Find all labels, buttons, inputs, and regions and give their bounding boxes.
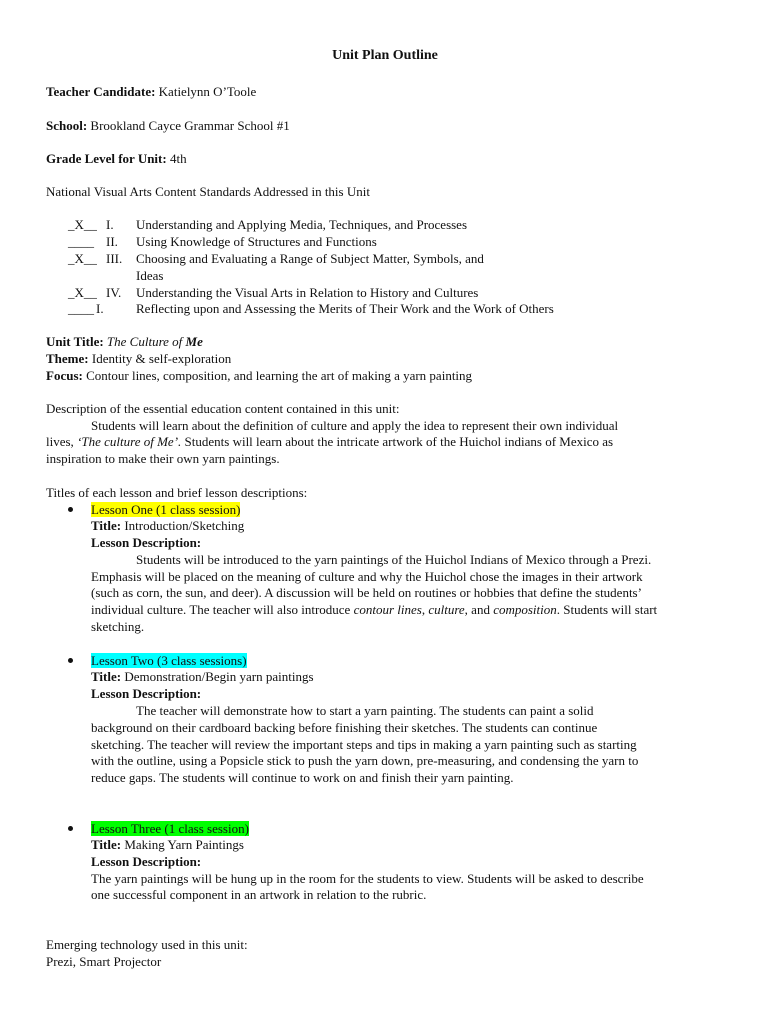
school-value: Brookland Cayce Grammar School #1 (90, 118, 290, 133)
lesson-two-name (91, 652, 247, 669)
lesson-title-value: Demonstration/Begin yarn paintings (124, 669, 314, 684)
lesson-title-label: Title: (91, 669, 122, 684)
description-text: Students will learn about the intricate artwork of the Huichol indians of Mexico as (181, 434, 614, 449)
theme-value: Identity & self-exploration (91, 351, 232, 366)
unit-title-value-bold: Me (185, 334, 203, 349)
lessons-heading: Titles of each lesson and brief lesson descriptions: (46, 485, 308, 500)
lesson-line: reduce gaps. The students will continue to work on and finish their yarn painting. (91, 770, 514, 785)
lesson-description-label: Lesson Description: (91, 686, 202, 701)
standard-text: Understanding and Applying Media, Techniques, and Processes (136, 217, 468, 232)
grade-line (46, 150, 187, 167)
description-text: lives, (46, 434, 78, 449)
lesson-one-title (91, 517, 244, 534)
standard-mark: _X__ (68, 251, 97, 266)
lesson-title-value: Making Yarn Paintings (124, 837, 244, 852)
unit-title-label: Unit Title: (46, 334, 104, 349)
lesson-line: (such as corn, the sun, and deer). A discussion will be held on routines or hobbies that define the students’ (91, 585, 642, 600)
lesson-text: . Students will start (556, 602, 658, 617)
teacher-value: Katielynn O’Toole (158, 84, 257, 99)
unit-title-value: The Culture of (106, 334, 186, 349)
lesson-line (91, 601, 657, 618)
unit-title-line (46, 333, 203, 350)
description-heading: Description of the essential education content contained in this unit: (46, 401, 400, 416)
bullet-icon (68, 507, 73, 512)
description-line (46, 433, 613, 450)
standard-num: III. (106, 251, 123, 266)
lesson-term: contour lines (353, 602, 422, 617)
theme-line (46, 350, 231, 367)
school-line (46, 117, 290, 134)
standard-num: I. (96, 301, 104, 316)
lesson-three-highlight: Lesson Three (1 class session) (91, 821, 249, 836)
focus-label: Focus: (46, 368, 83, 383)
focus-value: Contour lines, composition, and learning the art of making a yarn painting (86, 368, 473, 383)
lesson-text: , and (464, 602, 494, 617)
standard-text-continued: Ideas (136, 268, 164, 283)
lesson-title-value: Introduction/Sketching (124, 518, 245, 533)
lesson-text: , (421, 602, 429, 617)
standard-mark: ____ (68, 234, 94, 249)
theme-label: Theme: (46, 351, 89, 366)
page-title: Unit Plan Outline (332, 48, 438, 63)
standards-heading: National Visual Arts Content Standards Addressed in this Unit (46, 184, 370, 199)
lesson-three-title (91, 836, 244, 853)
lesson-text: individual culture. The teacher will also introduce (91, 602, 354, 617)
lesson-line: with the outline, using a Popsicle stick to push the yarn down, pre-measuring, and condensing the yarn to (91, 753, 639, 768)
lesson-two-title (91, 668, 314, 685)
technology-value: Prezi, Smart Projector (46, 954, 162, 969)
lesson-one-name (91, 501, 240, 518)
lesson-line: Students will be introduced to the yarn paintings of the Huichol Indians of Mexico through a Prezi. (136, 552, 652, 567)
lesson-three-name (91, 820, 249, 837)
lesson-line: Emphasis will be placed on the meaning of culture and why the Huichol chose the images in their artwork (91, 569, 643, 584)
lesson-description-label: Lesson Description: (91, 854, 202, 869)
lesson-one-highlight: Lesson One (1 class session) (91, 502, 241, 517)
grade-label: Grade Level for Unit: (46, 151, 167, 166)
standard-text: Using Knowledge of Structures and Functions (136, 234, 377, 249)
focus-line (46, 367, 472, 384)
description-italic: ‘The culture of Me’. (77, 434, 182, 449)
standard-text: Choosing and Evaluating a Range of Subject Matter, Symbols, and (136, 251, 484, 266)
standard-num: IV. (106, 285, 122, 300)
description-line: Students will learn about the definition of culture and apply the idea to represent their own individual (91, 418, 619, 433)
bullet-icon (68, 658, 73, 663)
standard-text: Understanding the Visual Arts in Relation to History and Cultures (136, 285, 479, 300)
lesson-line: background on their cardboard backing before finishing their sketches. The students can continue (91, 720, 598, 735)
lesson-line: one successful component in an artwork in relation to the rubric. (91, 887, 427, 902)
lesson-line: sketching. The teacher will review the important steps and tips in making a yarn painting such as starting (91, 737, 637, 752)
school-label: School: (46, 118, 88, 133)
technology-heading: Emerging technology used in this unit: (46, 937, 248, 952)
standard-mark: _X__ (68, 217, 97, 232)
lesson-two-highlight: Lesson Two (3 class sessions) (91, 653, 247, 668)
lesson-line: sketching. (91, 619, 145, 634)
teacher-line (46, 83, 256, 100)
lesson-line: The teacher will demonstrate how to start a yarn painting. The students can paint a solid (136, 703, 594, 718)
lesson-line: The yarn paintings will be hung up in the room for the students to view. Students will be asked to describe (91, 871, 644, 886)
teacher-label: Teacher Candidate: (46, 84, 156, 99)
lesson-term: culture (428, 602, 465, 617)
standard-num: II. (106, 234, 118, 249)
lesson-description-label: Lesson Description: (91, 535, 202, 550)
lesson-term: composition (493, 602, 557, 617)
lesson-title-label: Title: (91, 518, 122, 533)
description-line: inspiration to make their own yarn paintings. (46, 451, 280, 466)
standard-num: I. (106, 217, 114, 232)
standard-mark: ____ (68, 301, 94, 316)
lesson-title-label: Title: (91, 837, 122, 852)
grade-value: 4th (169, 151, 187, 166)
standard-mark: _X__ (68, 285, 97, 300)
standard-text: Reflecting upon and Assessing the Merits of Their Work and the Work of Others (136, 301, 554, 316)
bullet-icon (68, 826, 73, 831)
